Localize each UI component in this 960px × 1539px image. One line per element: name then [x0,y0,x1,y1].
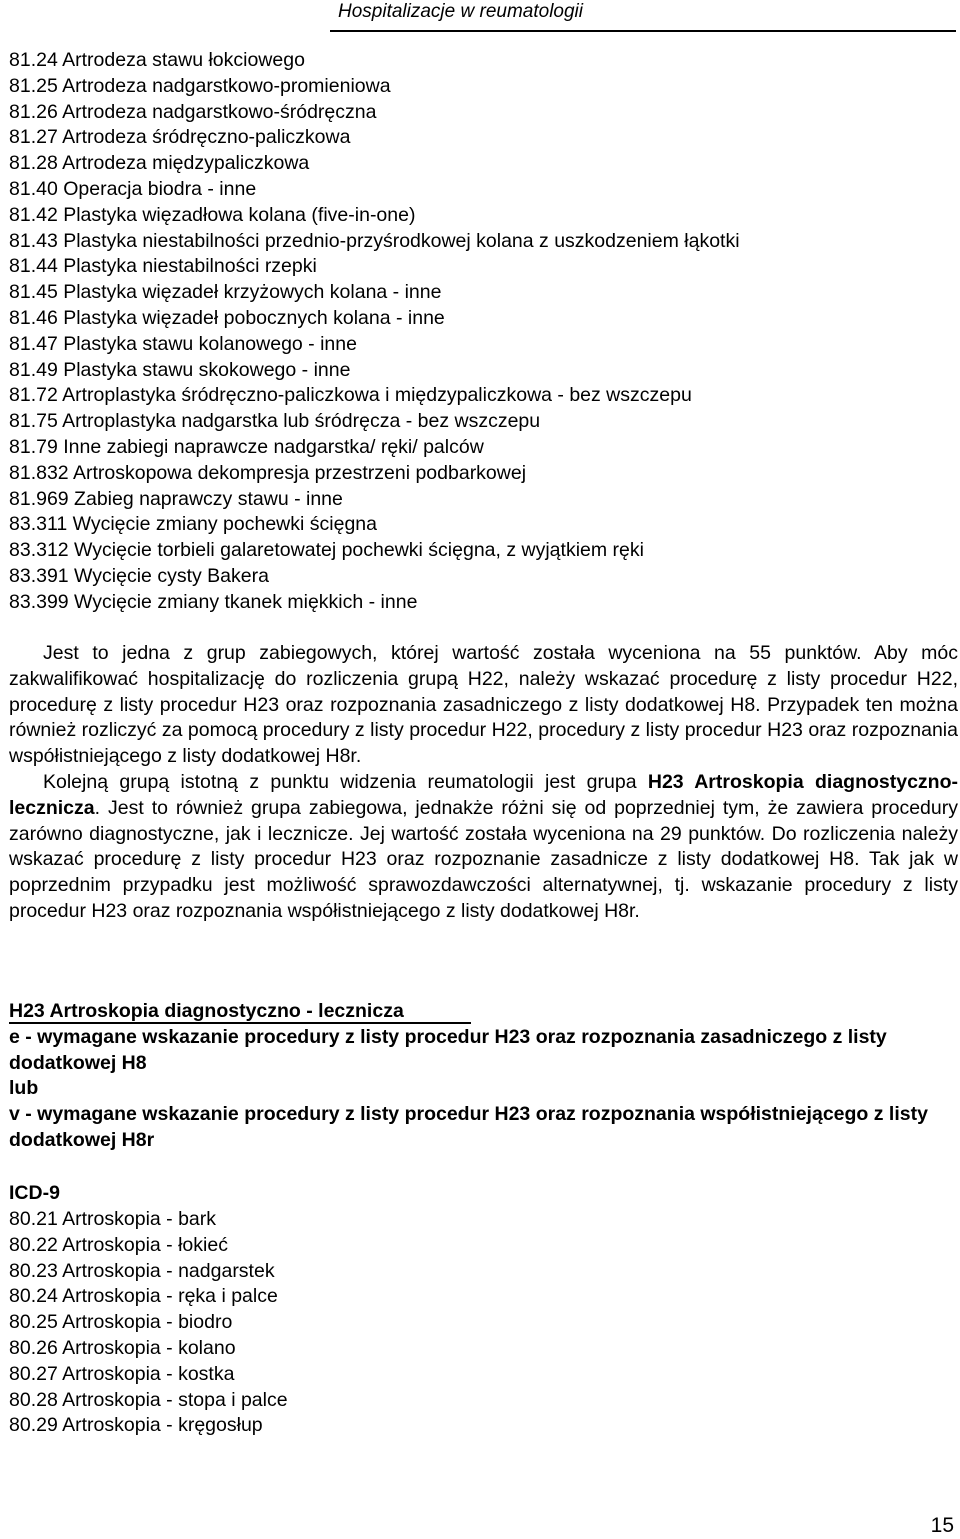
list-item: 81.75 Artroplastyka nadgarstka lub śródręcza - bez wszczepu [9,410,541,433]
list-item: 81.24 Artrodeza stawu łokciowego [9,49,305,71]
list-item: 80.21 Artroskopia - bark [9,1208,217,1230]
list-item: 83.399 Wycięcie zmiany tkanek miękkich - inne [9,590,418,613]
section-title: H23 Artroskopia diagnostyczno - lecznicza [9,1000,404,1022]
icd-heading: ICD-9 [9,1182,60,1204]
list-item: 83.311 Wycięcie zmiany pochewki ścięgna [9,513,377,536]
list-item: 81.28 Artrodeza międzypaliczkowa [9,152,310,175]
list-item: 81.42 Plastyka więzadłowa kolana (five-in-one) [9,203,416,226]
paragraph-h22: Jest to jedna z grup zabiegowych, której wartość została wyceniona na 55 punktów. Aby móc zakwalifikować hospitalizację do rozliczenia grupą H22, należy wskazać procedurę z listy procedur H22, procedurę z listy procedur H23 oraz rozpoznania zasadniczego z listy dodatkowej H8. Przypadek ten można również rozliczyć za pomocą procedury z listy procedur H22, procedury z listy procedur H23 oraz rozpoznania współistniejącego z listy dodatkowej H8r. [9,642,958,768]
list-item: 83.312 Wycięcie torbieli galaretowatej pochewki ścięgna, z wyjątkiem ręki [9,539,644,562]
list-item: 80.26 Artroskopia - kolano [9,1336,236,1359]
list-item: 81.49 Plastyka stawu skokowego - inne [9,358,351,381]
rule-e: e - wymagane wskazanie procedury z listy procedur H23 oraz rozpoznania zasadniczego z listy dodatkowej H8 [9,1025,887,1074]
list-item: 80.29 Artroskopia - kręgosłup [9,1414,263,1437]
list-item: 81.969 Zabieg naprawczy stawu - inne [9,487,343,510]
running-header-title: Hospitalizacje w reumatologii [338,1,583,22]
list-item: 81.40 Operacja biodra - inne [9,177,257,200]
list-item: 81.79 Inne zabiegi naprawcze nadgarstka/ ręki/ palców [9,435,484,458]
paragraph-h23-intro: Kolejną grupą istotną z punktu widzenia reumatologii jest grupa [43,770,648,793]
list-item: 80.27 Artroskopia - kostka [9,1362,235,1385]
list-item: 81.46 Plastyka więzadeł pobocznych kolana - inne [9,306,445,329]
list-item: 80.25 Artroskopia - biodro [9,1311,233,1334]
rule-v: v - wymagane wskazanie procedury z listy procedur H23 oraz rozpoznania współistniejącego z listy dodatkowej H8r [9,1103,928,1151]
list-item: 81.832 Artroskopowa dekompresja przestrzeni podbarkowej [9,461,527,484]
paragraph-h23-group-name: H23 Artroskopia diagnostyczno-lecznicza [9,770,958,819]
header-rule [330,30,956,32]
paragraph-h23-body: . Jest to również grupa zabiegowa, jednakże różni się od poprzedniej tym, że zawiera procedury zarówno diagnostyczne, jak i lecznicze. Jej wartość została wyceniona na 29 punktów. Do rozliczenia należy wskazać procedurę z listy procedur H23 oraz rozpoznanie zasadnicze z listy dodatkowej H8. Tak jak w poprzednim przypadku jest możliwość sprawozdawczości alternatywnej, tj. wskazanie procedury z listy procedur H23 oraz rozpoznania współistniejącego z listy dodatkowej H8r. [9,796,958,922]
list-item: 81.72 Artroplastyka śródręczno-paliczkowa i międzypaliczkowa - bez wszczepu [9,384,692,407]
paragraph-h23 [9,770,958,925]
list-item: 80.24 Artroskopia - ręka i palce [9,1285,278,1308]
list-item: 80.22 Artroskopia - łokieć [9,1233,228,1256]
list-item: 81.26 Artrodeza nadgarstkowo-śródręczna [9,100,377,123]
list-item: 81.25 Artrodeza nadgarstkowo-promieniowa [9,74,391,97]
list-item: 81.44 Plastyka niestabilności rzepki [9,255,317,278]
list-item: 81.27 Artrodeza śródręczno-paliczkowa [9,126,351,149]
list-item: 80.23 Artroskopia - nadgarstek [9,1259,275,1282]
list-item: 83.391 Wycięcie cysty Bakera [9,564,269,587]
page-number: 15 [930,1514,954,1537]
list-item: 81.45 Plastyka więzadeł krzyżowych kolana - inne [9,281,442,304]
list-item: 81.43 Plastyka niestabilności przednio-przyśrodkowej kolana z uszkodzeniem łąkotki [9,229,740,252]
rule-connector: lub [9,1077,39,1100]
list-item: 81.47 Plastyka stawu kolanowego - inne [9,332,357,355]
procedure-code-list [9,48,954,616]
section-title-underline [9,1022,471,1024]
icd-code-list [9,1207,288,1439]
body-text [9,641,958,925]
list-item: 80.28 Artroskopia - stopa i palce [9,1388,288,1411]
